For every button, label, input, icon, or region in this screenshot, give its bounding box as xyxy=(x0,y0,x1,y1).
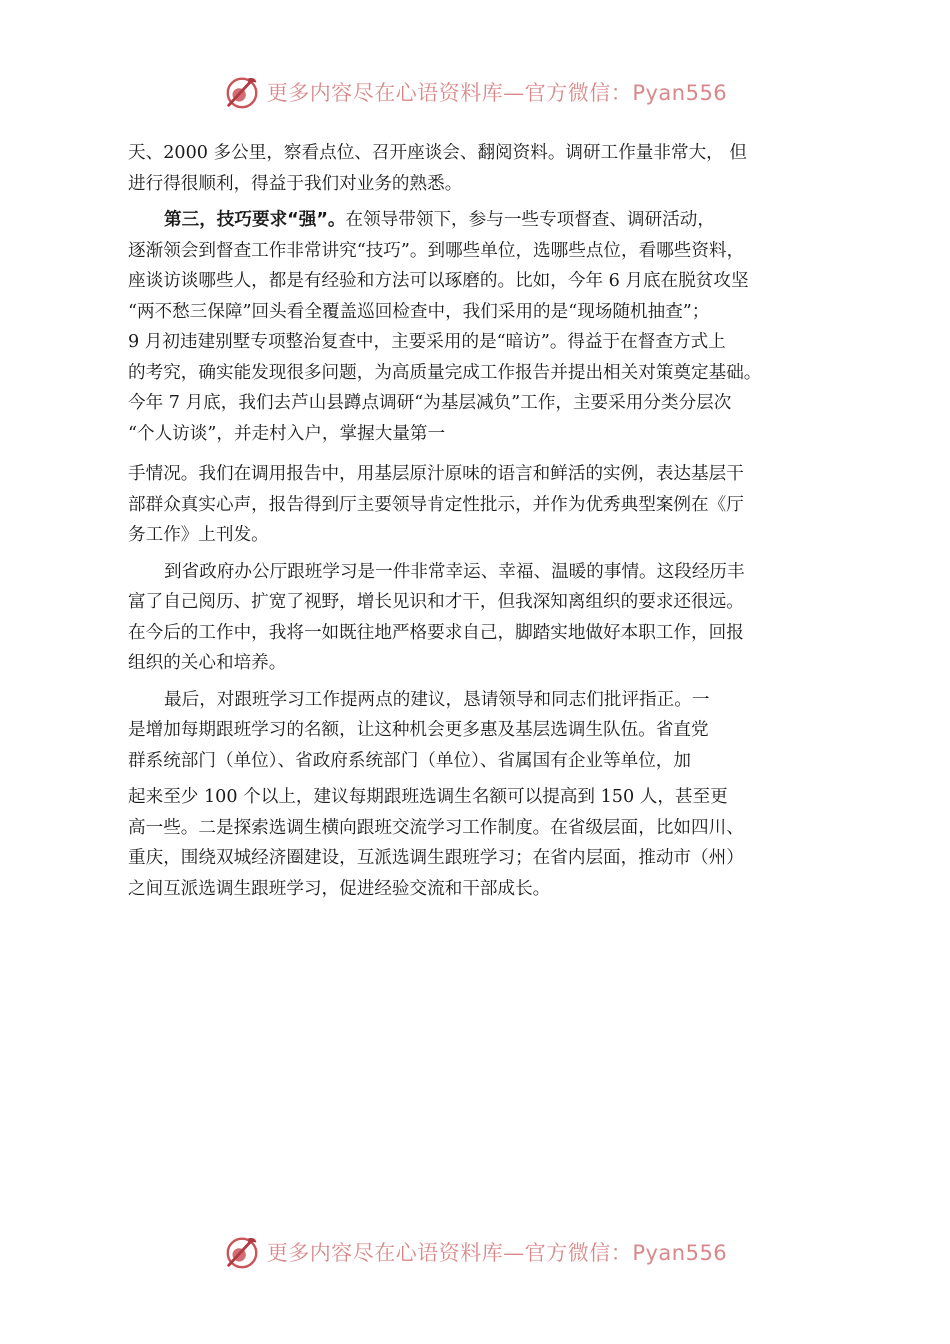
text-line: 9 月初违建别墅专项整治复查中，主要采用的是“暗访”。得益于在督查方式上 xyxy=(128,332,726,352)
brand-logo-icon xyxy=(223,73,261,111)
paragraph-heading: 第三，技巧要求“强”。 xyxy=(164,210,346,230)
text-line: 最后，对跟班学习工作提两点的建议，恳请领导和同志们批评指正。一 xyxy=(164,689,710,710)
text-line: 今年 7 月底，我们去芦山县蹲点调研“为基层减负”工作，主要采用分类分层次 xyxy=(128,393,732,413)
text-line: 座谈访谈哪些人，都是有经验和方法可以琢磨的。比如，今年 6 月底在脱贫攻坚 xyxy=(128,271,749,291)
text-line: 逐渐领会到督查工作非常讲究“技巧”。到哪些单位，选哪些点位，看哪些资料， xyxy=(128,240,745,261)
text-line: 是增加每期跟班学习的名额，让这种机会更多惠及基层选调生队伍。省直党 xyxy=(128,720,709,740)
banner-text: 更多内容尽在心语资料库—官方微信：Pyan556 xyxy=(266,1241,728,1265)
banner-wechat-id: Pyan556 xyxy=(632,81,728,105)
text-line: 到省政府办公厅跟班学习是一件非常幸运、幸福、温暖的事情。这段经历丰 xyxy=(164,561,745,582)
text-line: 之间互派选调生跟班学习，促进经验交流和干部成长。 xyxy=(128,878,551,899)
brand-logo-icon xyxy=(223,1233,261,1271)
text-line: 部群众真实心声，报告得到厅主要领导肯定性批示，并作为优秀典型案例在《厅 xyxy=(128,494,744,515)
text-line: 进行得很顺利，得益于我们对业务的熟悉。 xyxy=(128,173,463,194)
text-line: 高一些。二是探索选调生横向跟班交流学习工作制度。在省级层面，比如四川、 xyxy=(128,817,744,838)
text-line: 手情况。我们在调用报告中，用基层原汁原味的语言和鲜活的实例，表达基层干 xyxy=(128,464,744,484)
text-line: 起来至少 100 个以上，建议每期跟班选调生名额可以提高到 150 人，甚至更 xyxy=(128,787,728,807)
text-line: 组织的关心和培养。 xyxy=(128,653,287,673)
header-banner xyxy=(0,72,950,112)
text-line: 天、2000 多公里，察看点位、召开座谈会、翻阅资料。调研工作量非常大， 但 xyxy=(128,143,747,163)
text-line: “两不愁三保障”回头看全覆盖巡回检查中，我们采用的是“现场随机抽查”； xyxy=(128,301,710,322)
document-body xyxy=(128,138,834,904)
banner-text: 更多内容尽在心语资料库—官方微信：Pyan556 xyxy=(266,81,728,105)
text-line: 群系统部门（单位）、省政府系统部门（单位）、省属国有企业等单位，加 xyxy=(128,750,691,771)
text-line: 重庆，围绕双城经济圈建设，互派选调生跟班学习；在省内层面，推动市（州） xyxy=(128,848,744,868)
paragraph xyxy=(128,685,834,905)
text-line: 在今后的工作中，我将一如既往地严格要求自己，脚踏实地做好本职工作，回报 xyxy=(128,622,744,643)
banner-wechat-id: Pyan556 xyxy=(632,1241,728,1265)
text-line: “个人访谈”，并走村入户，掌握大量第一 xyxy=(128,423,446,444)
paragraph xyxy=(128,205,834,551)
footer-banner xyxy=(0,1232,950,1272)
text-line: 第三，技巧要求“强”。在领导带领下，参与一些专项督查、调研活动， xyxy=(164,210,715,230)
text-line: 务工作》上刊发。 xyxy=(128,525,269,545)
paragraph xyxy=(128,557,834,679)
text-line: 富了自己阅历、扩宽了视野，增长见识和才干，但我深知离组织的要求还很远。 xyxy=(128,592,744,612)
text-line: 的考究，确实能发现很多问题，为高质量完成工作报告并提出相关对策奠定基础。 xyxy=(128,362,762,383)
paragraph xyxy=(128,138,834,199)
